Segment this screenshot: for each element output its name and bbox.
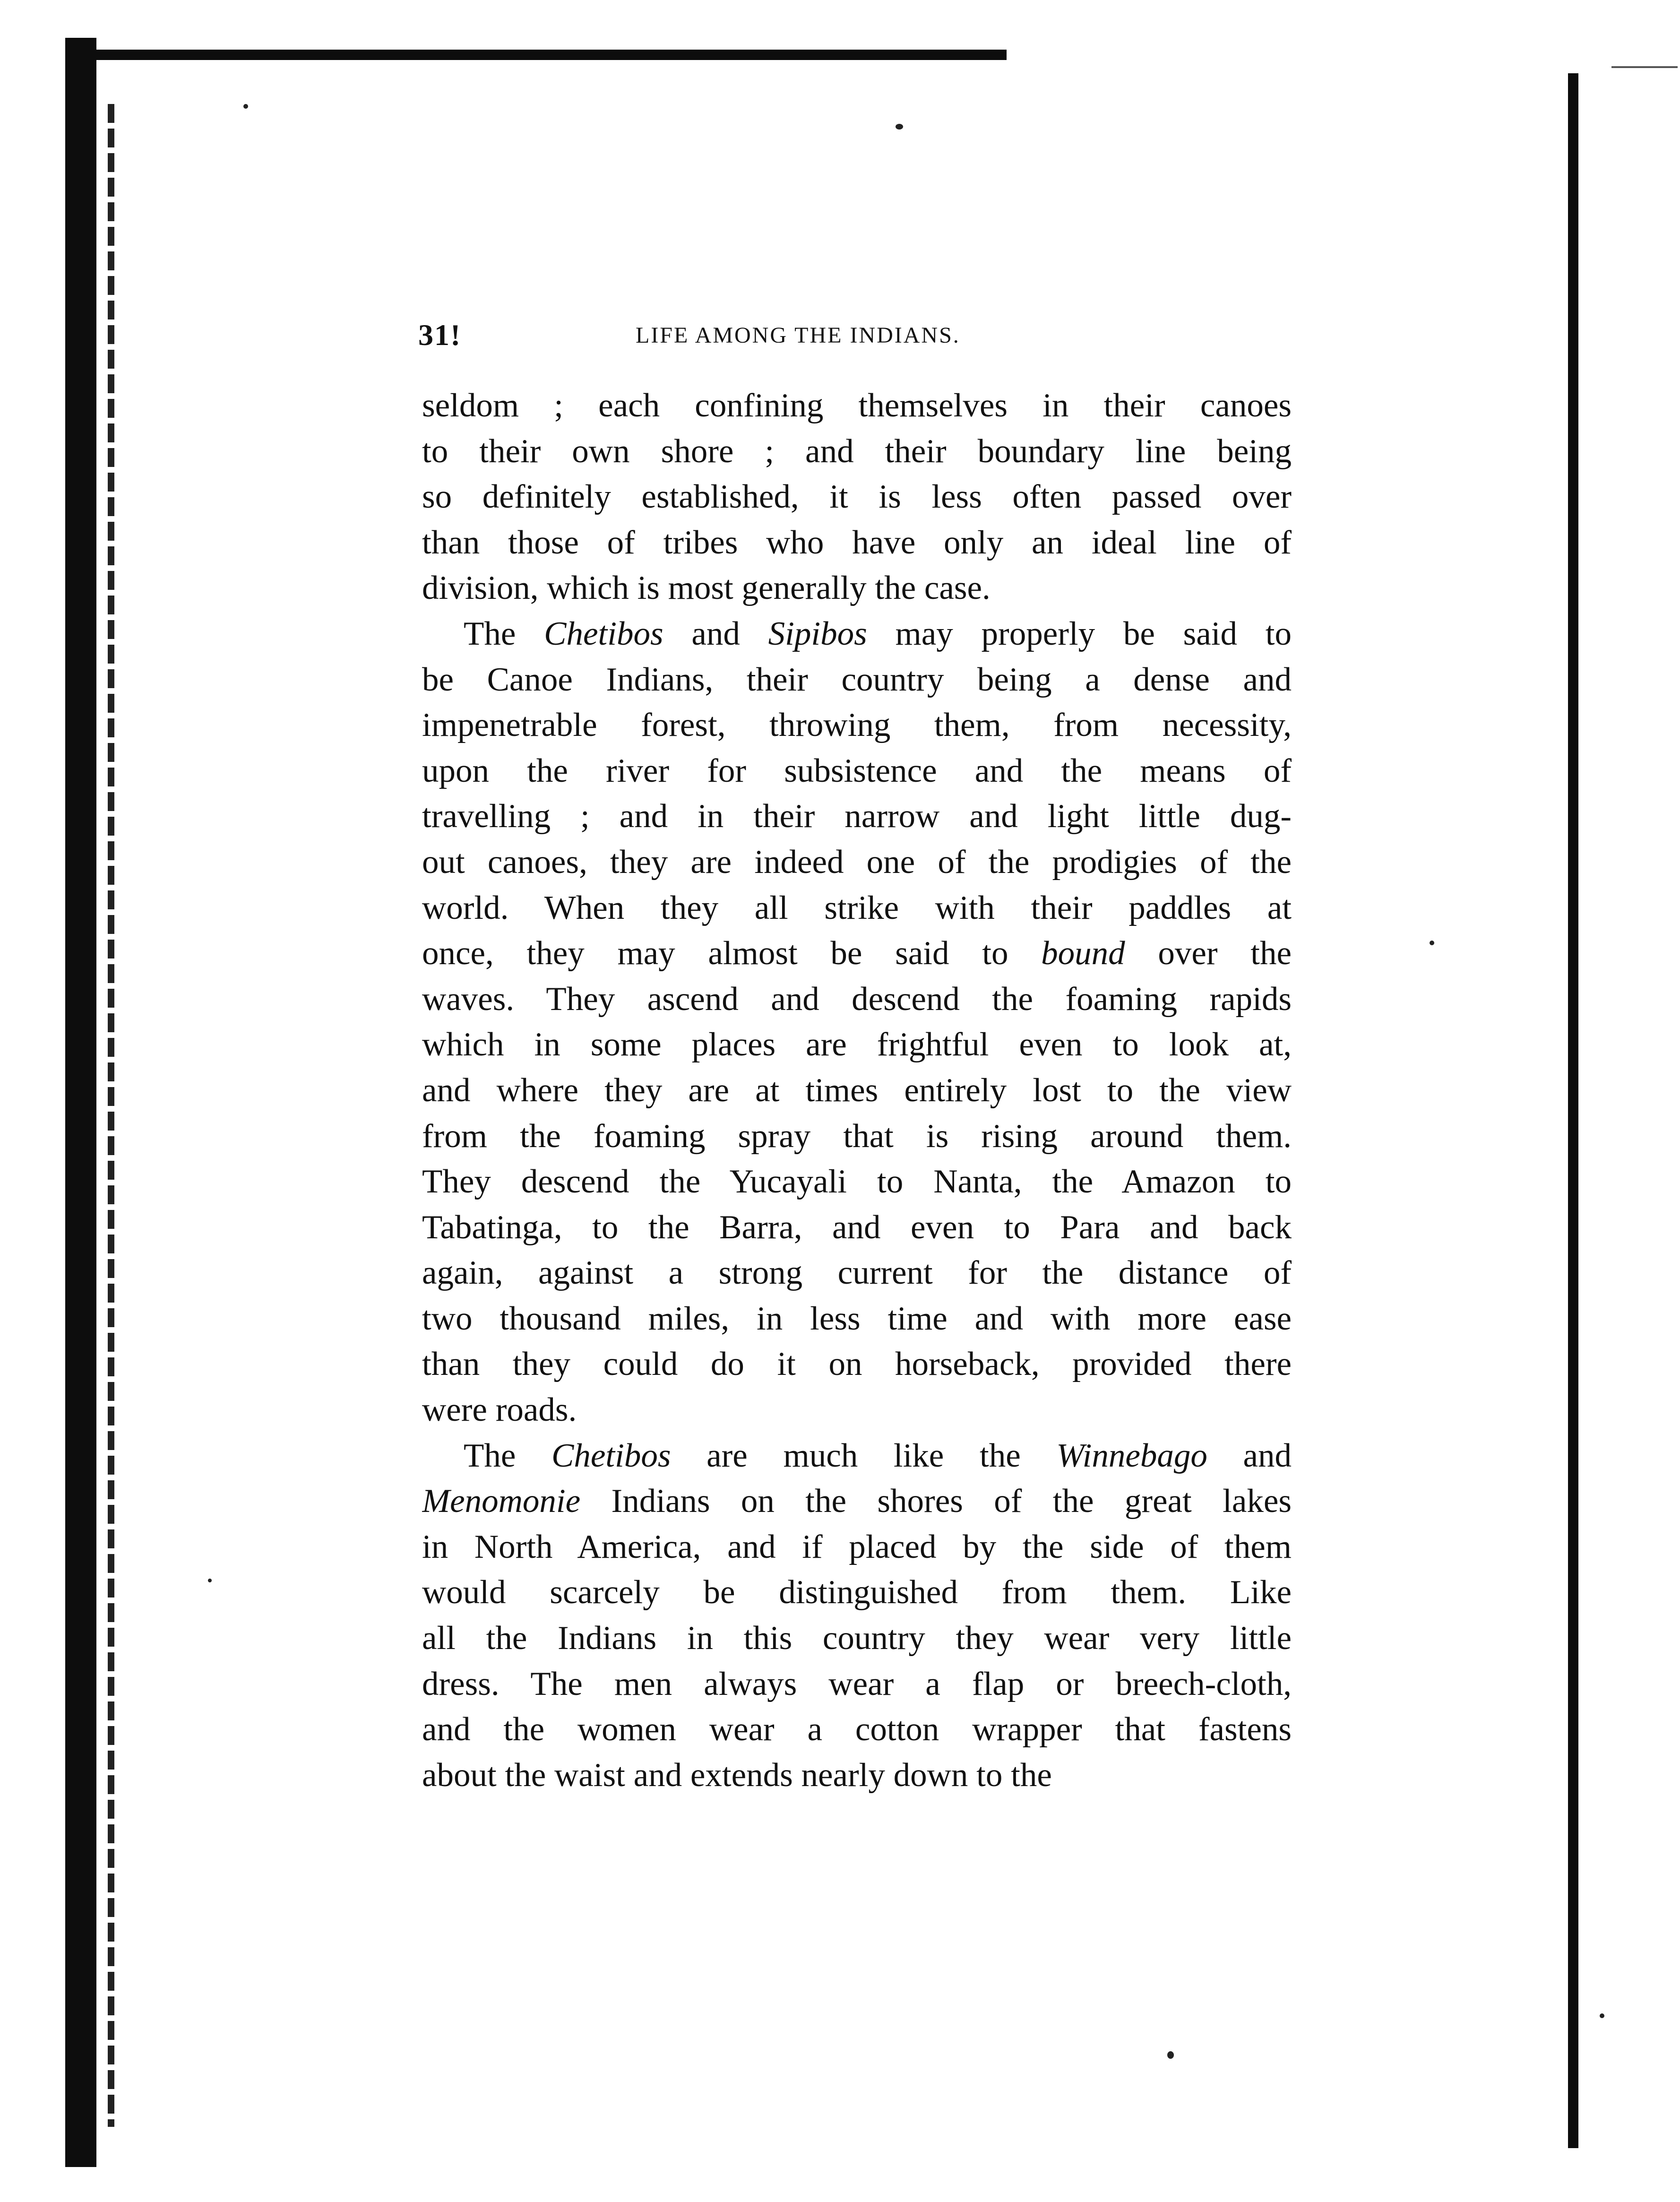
text-line: seldom ; each confining themselves in their canoes (422, 387, 1292, 424)
italic-term: Chetibos (544, 615, 663, 652)
running-title: LIFE AMONG THE INDIANS. (636, 323, 960, 348)
scan-top-border (95, 50, 1007, 60)
text-line (422, 1433, 1292, 1479)
text-line (422, 611, 1292, 657)
text-run: The (464, 615, 544, 652)
scan-speck (243, 104, 248, 109)
text-run: and (663, 615, 768, 652)
text-line: again, against a strong current for the distance of (422, 1254, 1292, 1292)
text-line: division, which is most generally the case. (422, 570, 991, 607)
scan-right-tick (1611, 66, 1678, 68)
text-line: and the women wear a cotton wrapper that fastens (422, 1711, 1292, 1748)
text-line: would scarcely be distinguished from them. Like (422, 1574, 1292, 1611)
text-line: than they could do it on horseback, provided there (422, 1346, 1292, 1383)
text-line: so definitely established, it is less often passed over (422, 478, 1292, 516)
text-line: which in some places are frightful even to look at, (422, 1026, 1292, 1063)
text-line: world. When they all strike with their paddles at (422, 889, 1292, 926)
text-line: than those of tribes who have only an ideal line of (422, 524, 1292, 561)
body-text (422, 383, 1292, 1798)
text-run: once, they may almost be said to (422, 935, 1042, 972)
text-run: and (1207, 1437, 1292, 1474)
text-run: Indians on the shores of the great lakes (580, 1483, 1292, 1520)
text-line: travelling ; and in their narrow and light little dug- (422, 798, 1292, 835)
text-line: and where they are at times entirely lost to the view (422, 1071, 1292, 1109)
scan-right-border (1568, 73, 1578, 2148)
text-run: The (464, 1437, 552, 1474)
text-run: over the (1125, 935, 1292, 972)
text-line: waves. They ascend and descend the foaming rapids (422, 980, 1292, 1018)
text-line: from the foaming spray that is rising around them. (422, 1117, 1292, 1155)
text-line: two thousand miles, in less time and with more ease (422, 1300, 1292, 1337)
text-line: be Canoe Indians, their country being a dense and (422, 661, 1292, 698)
page-number: 31! (418, 318, 462, 352)
scan-binding-shadow (108, 104, 114, 2127)
scan-speck (896, 124, 903, 130)
text-line (422, 931, 1292, 976)
scan-speck (208, 1579, 212, 1582)
text-line: Tabatinga, to the Barra, and even to Para and back (422, 1209, 1292, 1246)
italic-term: bound (1041, 935, 1125, 972)
text-line: out canoes, they are indeed one of the prodigies of the (422, 843, 1292, 881)
italic-term: Winnebago (1056, 1437, 1207, 1474)
text-line: impenetrable forest, throwing them, from necessity, (422, 707, 1292, 744)
text-line: to their own shore ; and their boundary line being (422, 432, 1292, 470)
text-line: in North America, and if placed by the side of them (422, 1528, 1292, 1565)
italic-term: Menomonie (422, 1483, 581, 1520)
text-line: dress. The men always wear a flap or breech-cloth, (422, 1665, 1292, 1702)
running-head (418, 318, 1288, 351)
scan-speck (1430, 941, 1434, 945)
text-line: about the waist and extends nearly down to the (422, 1756, 1052, 1794)
text-line: all the Indians in this country they wear very little (422, 1620, 1292, 1657)
text-line (422, 1478, 1292, 1524)
scan-speck (1600, 2013, 1604, 2018)
text-run: are much like the (671, 1437, 1057, 1474)
scan-binding-edge (65, 38, 96, 2167)
italic-term: Sipibos (768, 615, 867, 652)
italic-term: Chetibos (551, 1437, 671, 1474)
text-run: may properly be said to (867, 615, 1292, 652)
scan-speck (1167, 2051, 1174, 2059)
text-line: They descend the Yucayali to Nanta, the Amazon to (422, 1163, 1292, 1200)
text-line: were roads. (422, 1391, 577, 1429)
text-line: upon the river for subsistence and the means of (422, 752, 1292, 789)
